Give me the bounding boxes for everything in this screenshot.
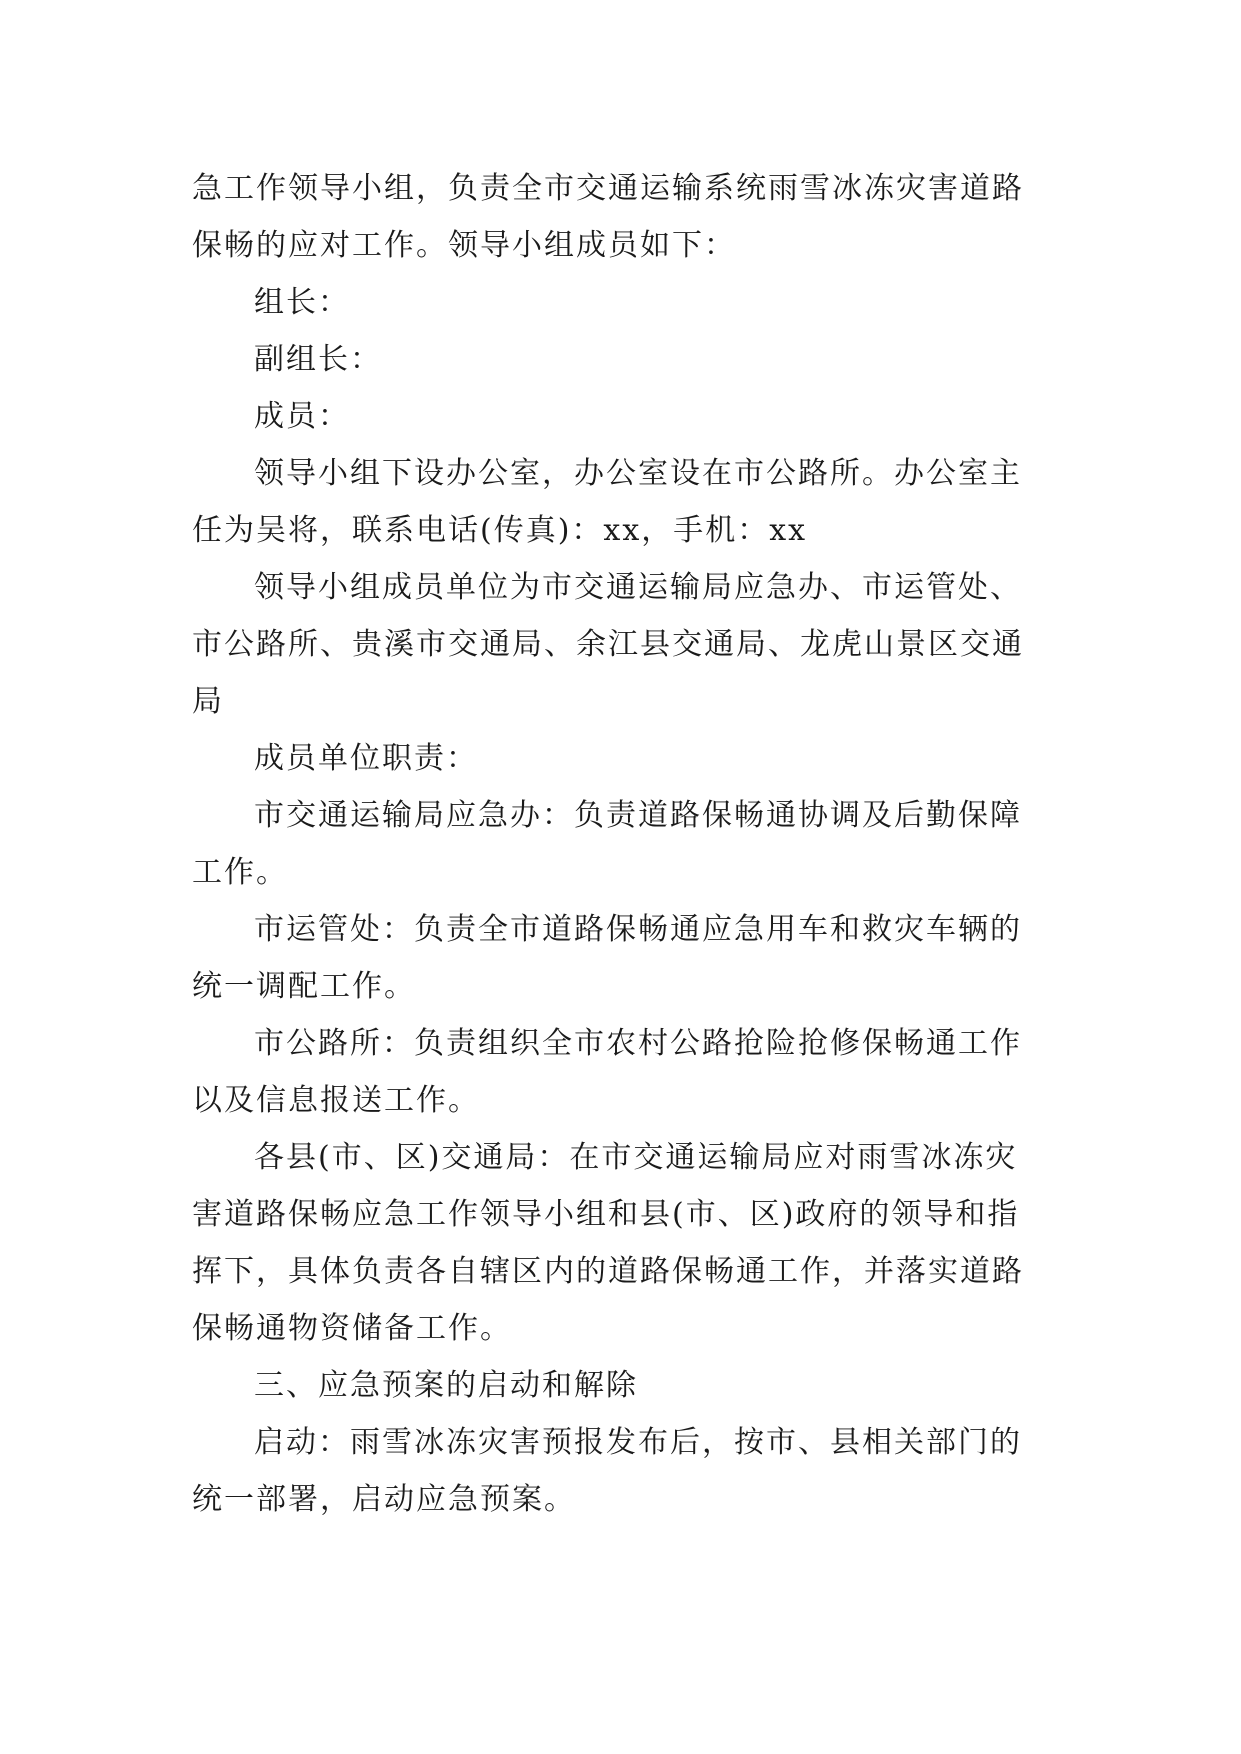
- text-line: 以及信息报送工作。: [192, 1083, 480, 1118]
- paragraph-county-bureaus: [192, 1129, 1052, 1357]
- text-line: 启动：雨雪冰冻灾害预报发布后，按市、县相关部门的: [254, 1425, 1022, 1460]
- text-line: 任为吴将，联系电话(传真)：xx，手机：xx: [192, 513, 808, 548]
- text-line: 成员：: [254, 399, 350, 434]
- paragraph-member-units: [192, 559, 1052, 730]
- text-line: 领导小组成员单位为市交通运输局应急办、市运管处、: [254, 570, 1022, 605]
- paragraph-office: [192, 445, 1052, 559]
- paragraph-unit-duties-heading: [192, 730, 1052, 787]
- text-line: 各县(市、区)交通局：在市交通运输局应对雨雪冰冻灾: [254, 1140, 1018, 1175]
- paragraph: [192, 160, 1052, 274]
- text-line: 市运管处：负责全市道路保畅通应急用车和救灾车辆的: [254, 912, 1022, 947]
- text-line: 成员单位职责：: [254, 741, 478, 776]
- text-line: 市公路所：负责组织全市农村公路抢险抢修保畅通工作: [254, 1026, 1022, 1061]
- paragraph-highway-office: [192, 1015, 1052, 1129]
- text-line: 三、应急预案的启动和解除: [254, 1368, 638, 1403]
- text-line: 害道路保畅应急工作领导小组和县(市、区)政府的领导和指: [192, 1197, 1020, 1232]
- text-line: 保畅通物资储备工作。: [192, 1311, 512, 1346]
- text-line: 组长：: [254, 285, 350, 320]
- text-line: 统一调配工作。: [192, 969, 416, 1004]
- text-line: 副组长：: [254, 342, 382, 377]
- text-line: 工作。: [192, 855, 288, 890]
- text-line: 统一部署，启动应急预案。: [192, 1482, 576, 1517]
- text-line: 急工作领导小组，负责全市交通运输系统雨雪冰冻灾害道路: [192, 171, 1024, 206]
- text-line: 保畅的应对工作。领导小组成员如下：: [192, 228, 736, 263]
- text-line: 市交通运输局应急办：负责道路保畅通协调及后勤保障: [254, 798, 1022, 833]
- paragraph-members: [192, 388, 1052, 445]
- paragraph-emergency-office: [192, 787, 1052, 901]
- text-line: 市公路所、贵溪市交通局、余江县交通局、龙虎山景区交通: [192, 627, 1024, 662]
- document-body: [192, 160, 1052, 1528]
- section-heading: [192, 1357, 1052, 1414]
- text-line: 挥下，具体负责各自辖区内的道路保畅通工作，并落实道路: [192, 1254, 1024, 1289]
- text-line: 局: [192, 684, 224, 719]
- paragraph-activation: [192, 1414, 1052, 1528]
- paragraph-leader: [192, 274, 1052, 331]
- text-line: 领导小组下设办公室，办公室设在市公路所。办公室主: [254, 456, 1022, 491]
- paragraph-deputy-leader: [192, 331, 1052, 388]
- paragraph-transport-management: [192, 901, 1052, 1015]
